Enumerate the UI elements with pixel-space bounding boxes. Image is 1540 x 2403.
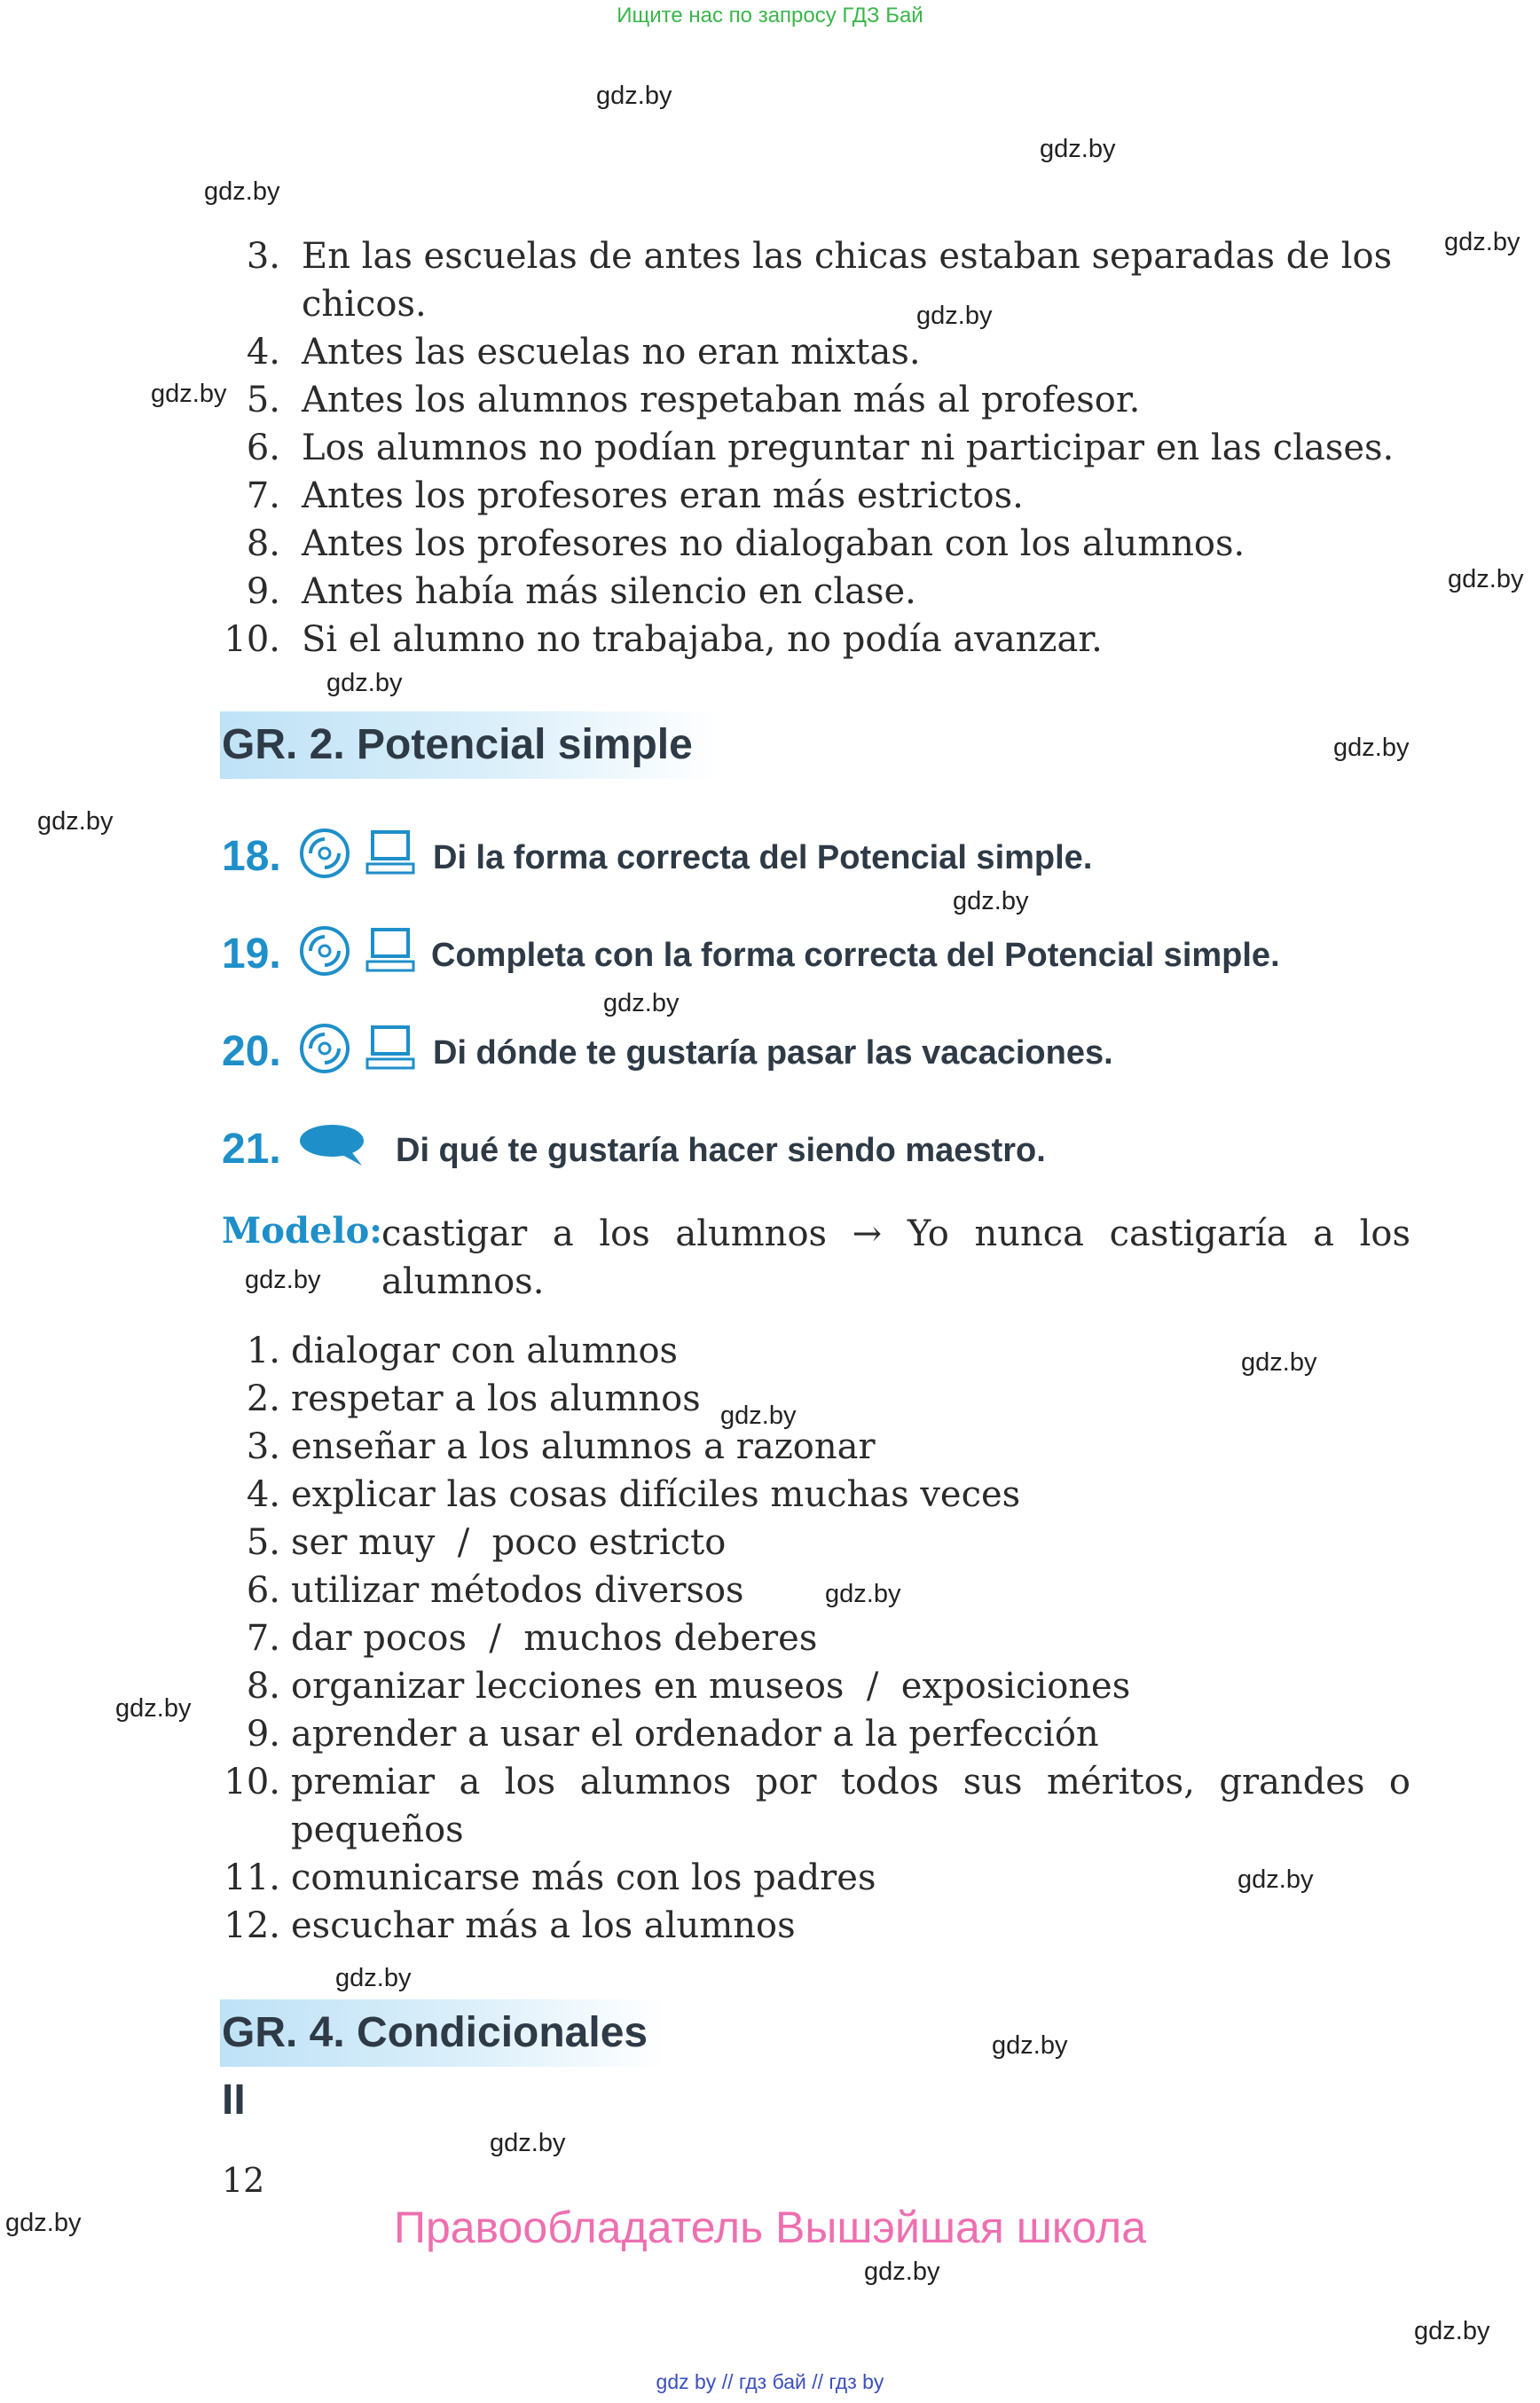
cd-audio-icon[interactable] xyxy=(298,827,351,880)
list-item xyxy=(222,1758,1410,1854)
list-item xyxy=(222,1854,1410,1902)
list-item xyxy=(222,1471,1410,1519)
watermark: gdz.by xyxy=(326,669,403,697)
item-number: 9. xyxy=(246,1714,280,1755)
watermark: gdz.by xyxy=(115,1694,192,1723)
item-number: 10. xyxy=(224,619,280,660)
list-item xyxy=(222,472,1410,520)
item-text: Antes los profesores eran más estrictos. xyxy=(302,475,1024,516)
bottom-banner[interactable]: gdz by // гдз бай // гдз by xyxy=(656,2370,884,2393)
item-text: aprender a usar el ordenador a la perfección xyxy=(291,1714,1099,1755)
section-heading-gr2: GR. 2. Potencial simple xyxy=(220,711,719,779)
computer-icon[interactable] xyxy=(364,828,417,878)
item-number: 4. xyxy=(246,1474,280,1515)
modelo-text: alumnos. xyxy=(381,1261,545,1302)
watermark: gdz.by xyxy=(490,2129,566,2157)
item-text: Antes los alumnos respetaban más al profesor. xyxy=(302,380,1141,420)
item-number: 2. xyxy=(246,1378,280,1419)
cd-audio-icon[interactable] xyxy=(298,924,351,978)
watermark: gdz.by xyxy=(1040,135,1116,163)
item-text: explicar las cosas difíciles muchas veces xyxy=(291,1474,1021,1515)
exercise-number: 21. xyxy=(222,1126,281,1173)
item-number: 3. xyxy=(246,1426,280,1467)
item-number: 6. xyxy=(246,1570,280,1611)
speech-bubble-icon xyxy=(298,1121,367,1167)
copyright-notice: Правообладатель Вышэйшая школа xyxy=(394,2203,1146,2252)
modelo-text: castigar a los alumnos → Yo nunca castigaría a los xyxy=(381,1213,1410,1254)
exercise-text: Di dónde te gustaría pasar las vacaciones. xyxy=(433,1034,1113,1072)
page-number: 12 xyxy=(222,2161,265,2200)
list-item xyxy=(222,1614,1410,1662)
computer-icon[interactable] xyxy=(364,926,417,976)
watermark: gdz.by xyxy=(1238,1865,1314,1894)
list-item xyxy=(222,1902,1410,1950)
item-number: 7. xyxy=(246,475,280,516)
modelo-label: Modelo: xyxy=(222,1210,383,1252)
watermark: gdz.by xyxy=(1414,2317,1490,2345)
item-number: 4. xyxy=(246,332,280,373)
item-text: dar pocos / muchos deberes xyxy=(291,1618,818,1659)
modelo-line-2 xyxy=(381,1258,1410,1306)
list-item xyxy=(222,616,1410,664)
watermark: gdz.by xyxy=(864,2258,940,2286)
watermark: gdz.by xyxy=(603,989,680,1017)
watermark: gdz.by xyxy=(992,2031,1068,2060)
list-item xyxy=(222,232,1410,328)
item-text: ser muy / poco estricto xyxy=(291,1522,727,1563)
computer-icon[interactable] xyxy=(364,1024,417,1073)
watermark: gdz.by xyxy=(1241,1348,1317,1377)
exercise-number: 19. xyxy=(222,931,281,978)
watermark: gdz.by xyxy=(335,1964,412,1992)
exercise-20 xyxy=(222,1020,1375,1082)
list-item xyxy=(222,1519,1410,1567)
item-text: chicos. xyxy=(302,284,427,325)
item-text: dialogar con alumnos xyxy=(291,1331,679,1371)
item-number: 8. xyxy=(246,523,280,564)
list-item xyxy=(222,424,1410,472)
exercise-18 xyxy=(222,825,1375,887)
list-item xyxy=(222,376,1410,424)
item-text: Antes las escuelas no eran mixtas. xyxy=(302,332,921,373)
item-text: pequeños xyxy=(291,1810,464,1850)
exercise-text: Completa con la forma correcta del Potencial simple. xyxy=(431,937,1280,974)
exercise-text: Di la forma correcta del Potencial simple. xyxy=(433,839,1093,876)
item-text: Si el alumno no trabajaba, no podía avanzar. xyxy=(302,619,1103,660)
item-number: 7. xyxy=(246,1618,280,1659)
watermark: gdz.by xyxy=(204,177,280,206)
watermark: gdz.by xyxy=(37,807,114,836)
list-item xyxy=(222,1662,1410,1710)
exercise-19 xyxy=(222,923,1375,985)
item-number: 9. xyxy=(246,571,280,612)
item-number: 8. xyxy=(246,1666,280,1707)
list-item xyxy=(222,520,1410,568)
modelo-line-1 xyxy=(381,1210,1410,1258)
item-text: Los alumnos no podían preguntar ni participar en las clases. xyxy=(302,428,1395,468)
watermark: gdz.by xyxy=(1333,734,1410,762)
item-number: 3. xyxy=(246,236,280,277)
item-text: premiar a los alumnos por todos sus méritos, grandes o xyxy=(291,1762,1410,1802)
item-text: escuchar más a los alumnos xyxy=(291,1905,796,1946)
item-text: Antes los profesores no dialogaban con los alumnos. xyxy=(302,523,1245,564)
watermark: gdz.by xyxy=(596,82,672,110)
exercise-number: 20. xyxy=(222,1028,281,1075)
item-text: Antes había más silencio en clase. xyxy=(302,571,916,612)
item-number: 5. xyxy=(246,380,280,420)
item-text: comunicarse más con los padres xyxy=(291,1857,876,1898)
list-item xyxy=(222,1567,1410,1614)
watermark: gdz.by xyxy=(916,302,993,330)
watermark: gdz.by xyxy=(720,1402,797,1430)
list-item xyxy=(222,1710,1410,1758)
item-number: 11. xyxy=(224,1857,280,1898)
item-text: organizar lecciones en museos / exposiciones xyxy=(291,1666,1131,1707)
list-item xyxy=(222,1375,1410,1423)
list-item xyxy=(222,1423,1410,1471)
exercise-number: 18. xyxy=(222,833,281,880)
item-number: 5. xyxy=(246,1522,280,1563)
watermark: gdz.by xyxy=(1444,228,1520,256)
top-banner[interactable]: Ищите нас по запросу ГДЗ Бай xyxy=(617,4,923,27)
item-text: En las escuelas de antes las chicas estaban separadas de los xyxy=(302,236,1393,277)
list-item xyxy=(222,568,1410,616)
item-number: 6. xyxy=(246,428,280,468)
list-item xyxy=(222,1327,1410,1375)
watermark: gdz.by xyxy=(825,1580,901,1608)
item-number: 12. xyxy=(224,1905,280,1946)
item-number: 1. xyxy=(246,1331,280,1371)
watermark: gdz.by xyxy=(245,1266,321,1294)
watermark: gdz.by xyxy=(1448,565,1524,593)
watermark: gdz.by xyxy=(953,887,1029,915)
watermark: gdz.by xyxy=(151,380,227,408)
item-text: enseñar a los alumnos a razonar xyxy=(291,1426,876,1467)
item-number: 10. xyxy=(224,1762,280,1802)
list-item xyxy=(222,328,1410,376)
exercise-21 xyxy=(222,1118,1375,1180)
item-text: respetar a los alumnos xyxy=(291,1378,701,1419)
exercise-text: Di qué te gustaría hacer siendo maestro. xyxy=(396,1132,1046,1169)
item-text: utilizar métodos diversos xyxy=(291,1570,744,1611)
section-heading-gr4: GR. 4. Condicionales II xyxy=(220,1999,665,2067)
cd-audio-icon[interactable] xyxy=(298,1022,351,1075)
watermark: gdz.by xyxy=(5,2209,82,2237)
